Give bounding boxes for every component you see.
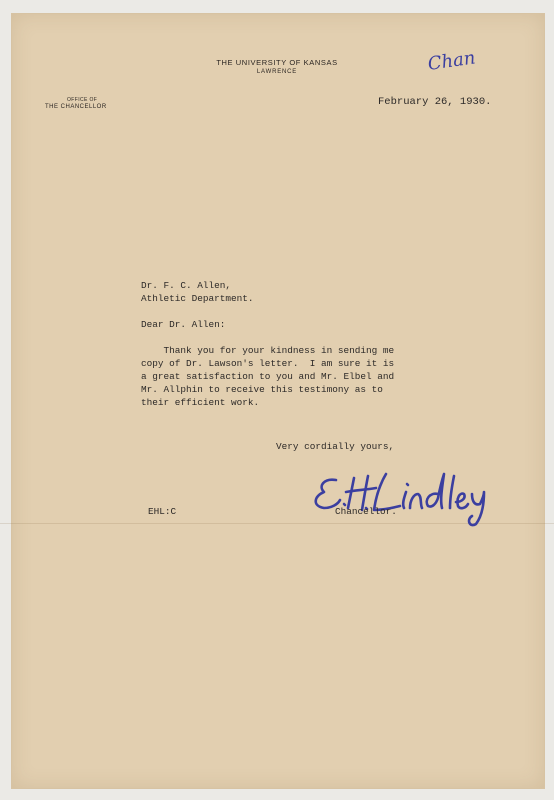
body-line: Thank you for your kindness in sending me [141,345,395,356]
recipient-department: Athletic Department. [141,293,254,304]
body-line: copy of Dr. Lawson's letter. I am sure it is [141,358,395,369]
letterhead-university: THE UNIVERSITY OF KANSAS [216,58,338,67]
recipient-name: Dr. F. C. Allen, [141,280,232,291]
salutation: Dear Dr. Allen: [141,319,226,330]
office-label-line2: THE CHANCELLOR [45,104,107,110]
body-line: Mr. Allphin to receive this testimony as to [141,384,383,395]
body-line: their efficient work. [141,397,260,408]
handwritten-annotation: Chan [426,47,477,75]
office-label-line1: OFFICE OF [67,97,98,103]
signature-image [310,470,495,530]
letterhead-city: LAWRENCE [256,69,298,75]
letter-page [11,13,545,789]
signer-title: Chancellor. [335,506,397,517]
letter-date: February 26, 1930. [378,96,492,108]
body-line: a great satisfaction to you and Mr. Elbel and [141,371,395,382]
closing: Very cordially yours, [276,441,395,452]
typist-initials: EHL:C [148,506,177,517]
